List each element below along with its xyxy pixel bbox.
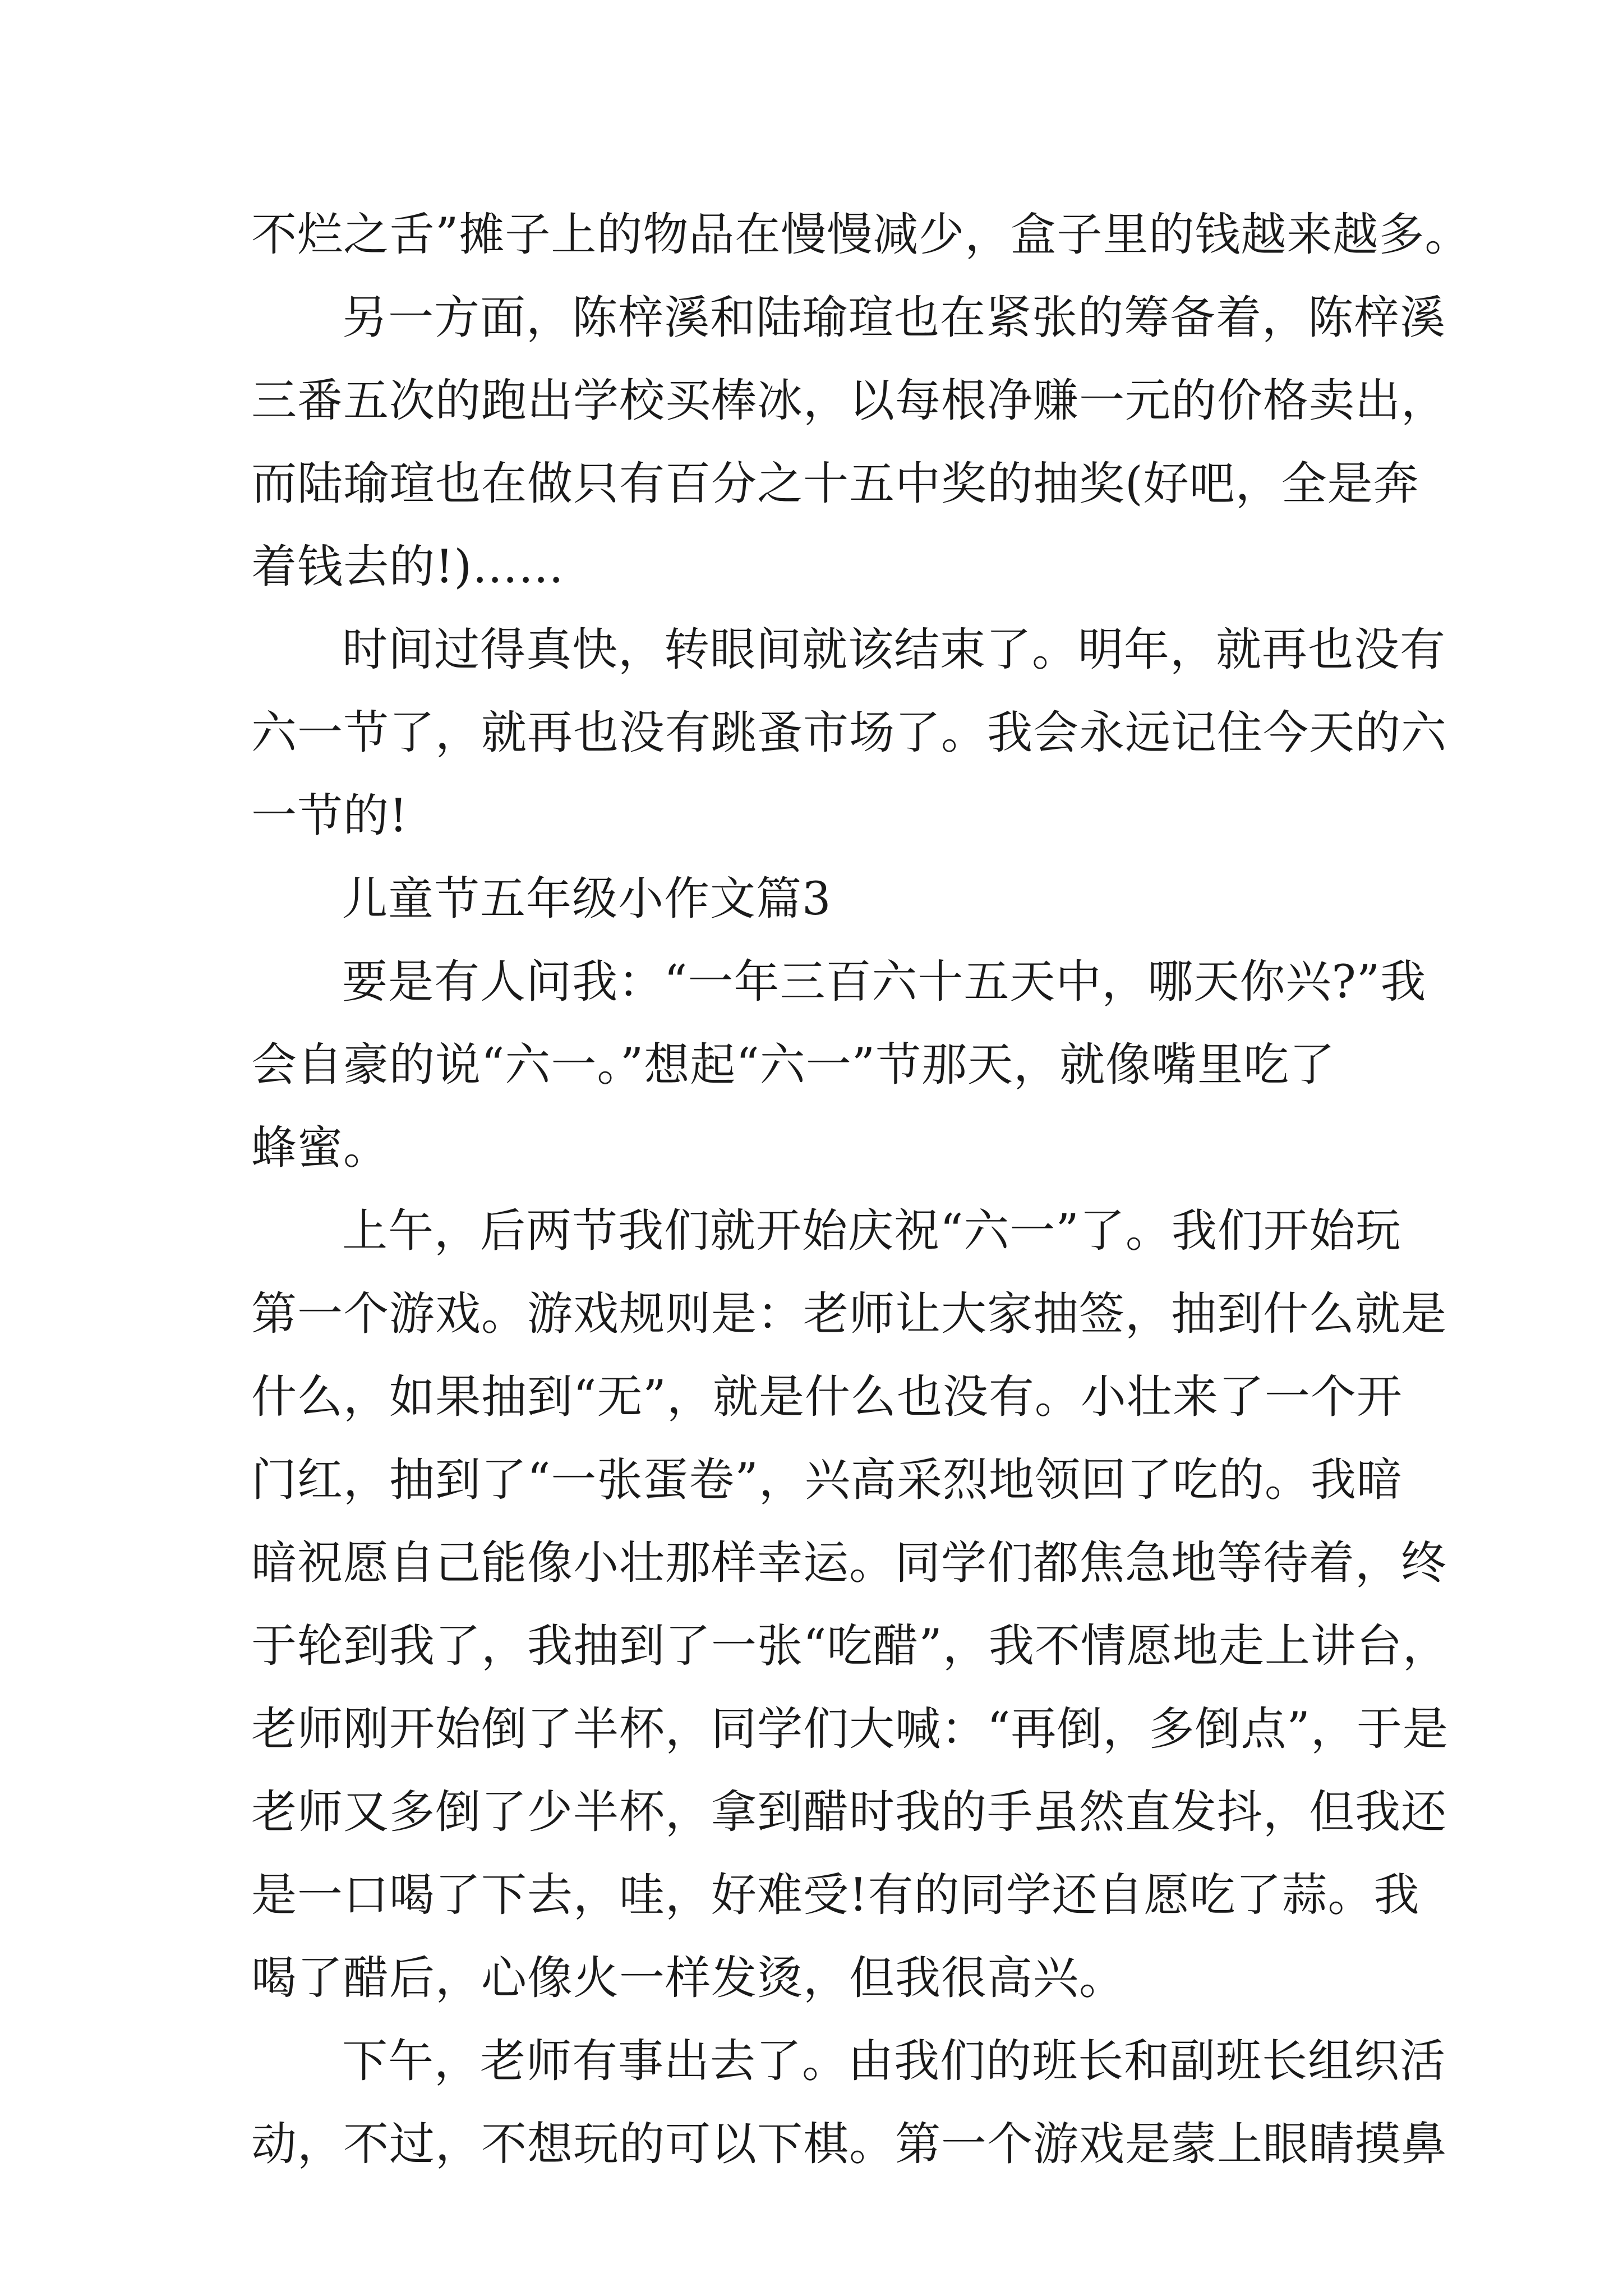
text-line: 老师又多倒了少半杯，拿到醋时我的手虽然直发抖，但我还 [251, 1786, 1447, 1839]
text-line: 着钱去的!)…… [251, 541, 565, 593]
text-line: 喝了醋后，心像火一样发烫，但我很高兴。 [251, 1952, 1126, 2005]
text-line: 六一节了，就再也没有跳蚤市场了。我会永远记住今天的六 [251, 707, 1447, 760]
text-line: 另一方面，陈梓溪和陆瑜瑄也在紧张的筹备着，陈梓溪 [342, 292, 1446, 344]
text-line: 于轮到我了，我抽到了一张“吃醋”，我不情愿地走上讲台， [251, 1620, 1449, 1673]
text-line: 老师刚开始倒了半杯，同学们大喊：“再倒，多倒点”，于是 [251, 1703, 1449, 1756]
text-line: 第一个游戏。游戏规则是：老师让大家抽签，抽到什么就是 [251, 1288, 1447, 1341]
text-line: 是一口喝了下去，哇，好难受!有的同学还自愿吃了蒜。我 [251, 1869, 1420, 1922]
text-line: 门红，抽到了“一张蛋卷”，兴高采烈地领回了吃的。我暗 [251, 1454, 1403, 1507]
text-line: 上午，后两节我们就开始庆祝“六一”了。我们开始玩 [342, 1205, 1401, 1258]
essay-body [251, 194, 1471, 2186]
text-line: 不烂之舌”摊子上的物品在慢慢减少，盒子里的钱越来越多。 [251, 209, 1471, 261]
text-line: 一节的! [251, 790, 408, 843]
text-line: 而陆瑜瑄也在做只有百分之十五中奖的抽奖(好吧，全是奔 [251, 458, 1419, 510]
text-line: 儿童节五年级小作文篇3 [342, 873, 832, 926]
text-line: 动，不过，不想玩的可以下棋。第一个游戏是蒙上眼睛摸鼻 [251, 2118, 1447, 2171]
text-line: 下午，老师有事出去了。由我们的班长和副班长组织活 [342, 2035, 1446, 2088]
text-line: 会自豪的说“六一。”想起“六一”节那天，就像嘴里吃了 [251, 1039, 1336, 1092]
text-line: 什么，如果抽到“无”，就是什么也没有。小壮来了一个开 [251, 1371, 1403, 1424]
text-line: 时间过得真快，转眼间就该结束了。明年，就再也没有 [342, 624, 1446, 677]
text-line: 三番五次的跑出学校买棒冰，以每根净赚一元的价格卖出， [251, 375, 1447, 427]
text-line: 蜂蜜。 [251, 1122, 390, 1175]
text-line: 要是有人问我：“一年三百六十五天中，哪天你兴?”我 [342, 956, 1427, 1009]
text-line: 暗祝愿自己能像小壮那样幸运。同学们都焦急地等待着，终 [251, 1537, 1447, 1590]
